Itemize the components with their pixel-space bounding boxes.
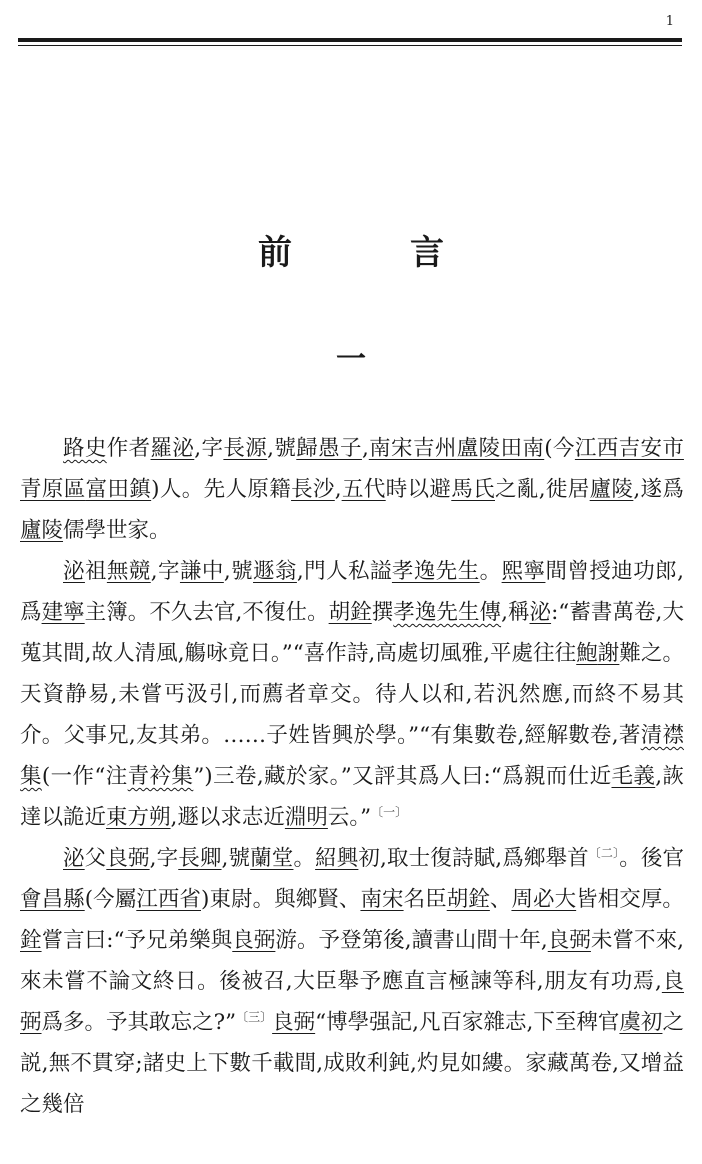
text-run: 。 bbox=[479, 559, 502, 584]
proper-noun: 富田鎮 bbox=[85, 477, 152, 502]
proper-noun: 胡銓 bbox=[328, 600, 372, 625]
proper-noun: 長源 bbox=[223, 436, 268, 461]
paragraph-2 bbox=[20, 551, 684, 838]
proper-noun: 良弼 bbox=[232, 928, 276, 953]
proper-noun: 淵明 bbox=[284, 805, 328, 830]
text-run: 游。予登第後,讀書山間十年, bbox=[275, 928, 548, 953]
proper-noun: 遯翁 bbox=[253, 559, 297, 584]
proper-noun: 良弼 bbox=[20, 969, 684, 1035]
text-run: )東尉。與鄉賢、 bbox=[201, 887, 361, 912]
paragraph-3 bbox=[20, 838, 684, 1125]
text-run: 之説,無不貫穿;諸史上下數千載間,成敗利鈍,灼見如縷。家藏萬卷,又增益之幾倍 bbox=[20, 1010, 684, 1117]
text-run: 皆相交厚。 bbox=[576, 887, 684, 912]
proper-noun: 羅泌 bbox=[150, 436, 195, 461]
book-title: 路史 bbox=[63, 436, 107, 461]
proper-noun: 青原區 bbox=[20, 477, 86, 502]
text-run: ,詼達以詭近 bbox=[20, 764, 684, 830]
proper-noun: 江西 bbox=[574, 436, 619, 461]
text-run: 。 bbox=[293, 846, 316, 871]
proper-noun: 胡銓 bbox=[446, 887, 490, 912]
text-run: 時以避 bbox=[385, 477, 452, 502]
proper-noun: 周必大 bbox=[511, 887, 577, 912]
proper-noun: 盧陵 bbox=[456, 436, 501, 461]
page-number: 1 bbox=[665, 14, 674, 29]
text-run: 主簿。不久去官,不復仕。 bbox=[84, 600, 329, 625]
text-run: ,遂爲 bbox=[633, 477, 684, 502]
text-run: 儒學世家。 bbox=[63, 518, 171, 543]
text-run: 初,取士復詩賦,爲鄉舉首 bbox=[358, 846, 589, 871]
text-run: (今 bbox=[544, 436, 575, 461]
text-run: (今屬 bbox=[84, 887, 137, 912]
text-run: :“蓄書萬卷,大蒐其間,故人清風,觴咏竟日。”“喜作詩,高處切風雅,平處往往 bbox=[20, 600, 684, 666]
proper-noun: 泌 bbox=[63, 559, 85, 584]
text-run: , bbox=[334, 477, 342, 502]
proper-noun: 馬氏 bbox=[451, 477, 495, 502]
section-number: 一 bbox=[336, 342, 366, 377]
text-run: ”)三卷,藏於家。”又評其爲人曰:“爲親而仕近 bbox=[193, 764, 612, 789]
text-run: “博學强記,凡百家雜志,下至稗官 bbox=[315, 1010, 620, 1035]
text-run: ,門人私謚 bbox=[296, 559, 392, 584]
text-run: 作者 bbox=[106, 436, 151, 461]
footnote-mark: 〔二〕 bbox=[588, 845, 620, 860]
proper-noun: 紹興 bbox=[315, 846, 359, 871]
proper-noun: 歸愚子 bbox=[296, 436, 362, 461]
proper-noun: 蘭堂 bbox=[250, 846, 294, 871]
footnote-mark: 〔三〕 bbox=[236, 1009, 273, 1024]
proper-noun: 銓 bbox=[20, 928, 42, 953]
proper-noun: 東方朔 bbox=[106, 805, 171, 830]
proper-noun: 廬陵 bbox=[20, 518, 64, 543]
text-run: ,字 bbox=[194, 436, 224, 461]
book-title: 孝逸先生傳 bbox=[393, 600, 502, 625]
proper-noun: 會昌縣 bbox=[20, 887, 85, 912]
text-run: 之亂,徙居 bbox=[495, 477, 590, 502]
text-run: 祖 bbox=[84, 559, 107, 584]
text-run: 未嘗不來,來未嘗不論文終日。後被召,大臣舉予應直言極諫等科,朋友有功焉, bbox=[20, 928, 684, 994]
proper-noun: 熙寧 bbox=[501, 559, 546, 584]
text-run: ,字 bbox=[149, 846, 179, 871]
proper-noun: 五代 bbox=[341, 477, 386, 502]
text-run: ,稱 bbox=[501, 600, 530, 625]
header-rule-thick bbox=[18, 38, 682, 42]
text-run: 、 bbox=[489, 887, 512, 912]
text-run: ,號 bbox=[221, 846, 251, 871]
proper-noun: 田南 bbox=[500, 436, 545, 461]
text-run: 嘗言曰:“予兄弟樂與 bbox=[41, 928, 233, 953]
page-title: 前 言 bbox=[258, 232, 486, 273]
proper-noun: 長沙 bbox=[291, 477, 335, 502]
text-run: (一作“注 bbox=[41, 764, 128, 789]
text-run: )人。先人原籍 bbox=[151, 477, 292, 502]
paragraph-1 bbox=[20, 428, 684, 551]
text-run: 撰 bbox=[371, 600, 394, 625]
proper-noun: 良弼 bbox=[272, 1010, 316, 1035]
proper-noun: 吉安市 bbox=[618, 436, 684, 461]
text-run: 爲多。予其敢忘之?” bbox=[41, 1010, 237, 1035]
proper-noun: 廬陵 bbox=[589, 477, 634, 502]
proper-noun: 長卿 bbox=[178, 846, 222, 871]
proper-noun: 孝逸先生 bbox=[391, 559, 480, 584]
text-run: 難之。天資静易,未嘗丐汲引,而薦者章交。待人以和,若汎然應,而終不易其介。父事兄,友其弟。……子姓皆興於學。”“有集數卷,經解數卷,著 bbox=[20, 641, 684, 748]
proper-noun: 無競 bbox=[106, 559, 151, 584]
body-text bbox=[20, 428, 684, 1125]
text-run: ,遯以求志近 bbox=[170, 805, 285, 830]
text-run: ,號 bbox=[223, 559, 254, 584]
proper-noun: 良弼 bbox=[106, 846, 150, 871]
proper-noun: 泌 bbox=[529, 600, 552, 625]
footnote-mark: 〔一〕 bbox=[371, 804, 408, 819]
proper-noun: 毛義 bbox=[611, 764, 656, 789]
text-run: 名臣 bbox=[403, 887, 447, 912]
book-title: 青衿集 bbox=[127, 764, 194, 789]
proper-noun: 建寧 bbox=[41, 600, 85, 625]
header-rule-thin bbox=[18, 45, 682, 46]
proper-noun: 江西省 bbox=[136, 887, 201, 912]
text-run: 父 bbox=[84, 846, 107, 871]
proper-noun: 泌 bbox=[63, 846, 85, 871]
proper-noun: 謙中 bbox=[179, 559, 224, 584]
text-run: 。後官 bbox=[619, 846, 684, 871]
proper-noun: 鮑 bbox=[576, 641, 598, 666]
text-run: ,字 bbox=[150, 559, 180, 584]
proper-noun: 謝 bbox=[597, 641, 620, 666]
proper-noun: 南宋 bbox=[360, 887, 404, 912]
text-run: , bbox=[361, 436, 369, 461]
text-run: 間曾授迪功郎,爲 bbox=[20, 559, 684, 625]
proper-noun: 良弼 bbox=[547, 928, 591, 953]
book-title: 清襟集 bbox=[20, 723, 684, 789]
proper-noun: 吉州 bbox=[412, 436, 457, 461]
proper-noun: 南宋 bbox=[368, 436, 413, 461]
proper-noun: 虞初 bbox=[619, 1010, 663, 1035]
text-run: ,號 bbox=[267, 436, 297, 461]
text-run: 云。” bbox=[327, 805, 372, 830]
